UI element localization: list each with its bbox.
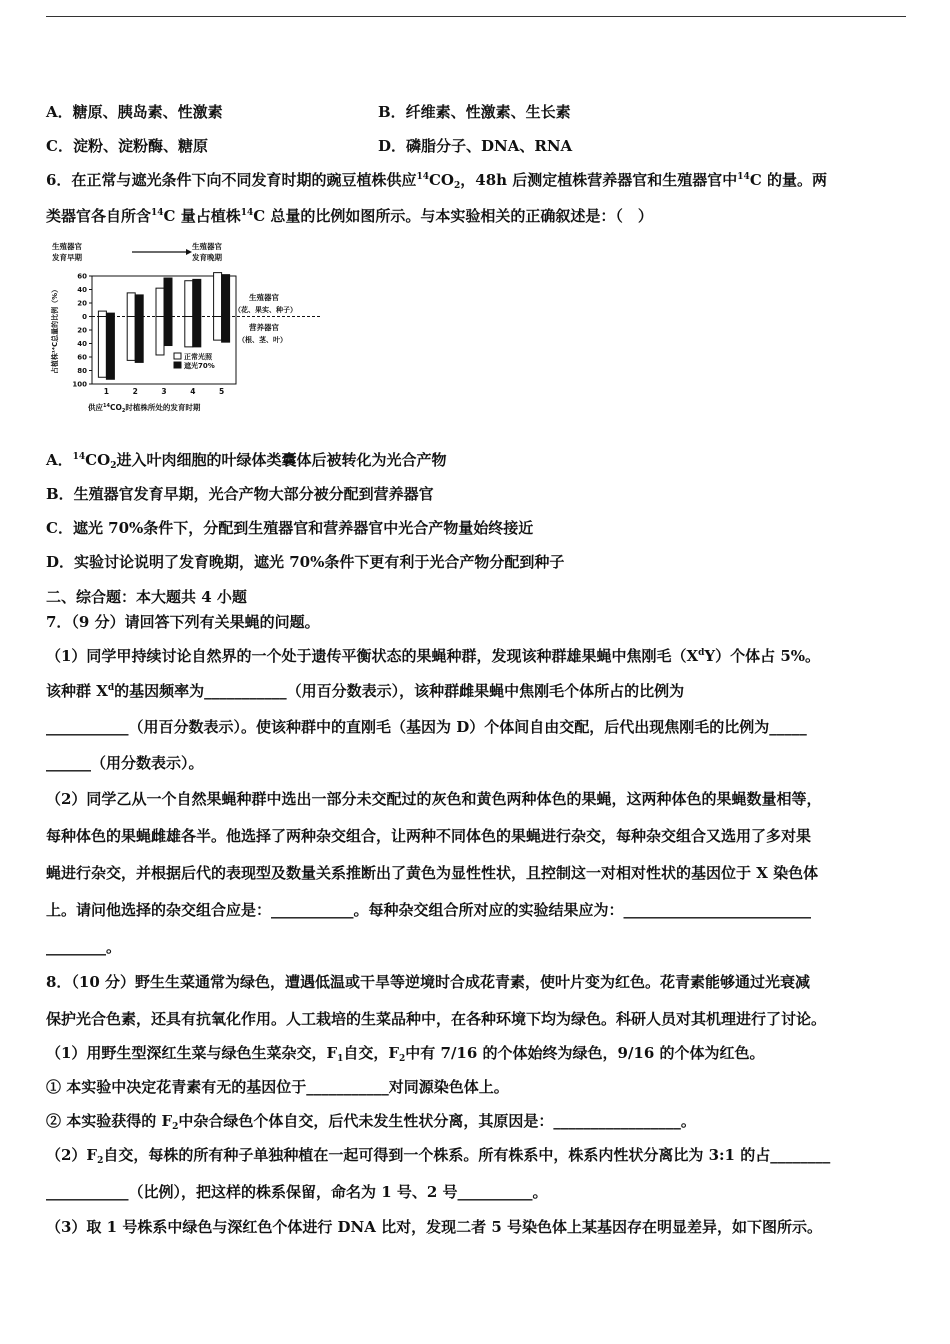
bar-normal-reproductive-5 xyxy=(214,273,222,317)
chart-xlabel: 供应$^{14}CO_2$时植株所处的发育时期 xyxy=(88,403,201,414)
q8-line8: （3）取 1 号株系中绿色与深红色个体进行 DNA 比对，发现二者 5 号染色体上某基因存在明显差异，如下图所示。 xyxy=(46,1218,823,1236)
q7-line5: （2）同学乙从一个自然果蝇种群中选出一部分未交配过的灰色和黄色两种体色的果蝇，这两种体色的果蝇数量相等， xyxy=(46,790,822,808)
q7-line4: ______（用分数表示）。 xyxy=(46,754,204,772)
bar-shaded-vegetative-1 xyxy=(106,317,114,380)
chart-label-early-2: 发育早期 xyxy=(52,253,82,262)
chart-xtick-label: 5 xyxy=(218,387,225,396)
bar-normal-vegetative-3 xyxy=(156,317,164,355)
q5-option-a: A．糖原、胰岛素、性激素 xyxy=(46,103,223,121)
bar-normal-vegetative-4 xyxy=(185,317,193,347)
q5-option-b: B．纤维素、性激素、生长素 xyxy=(378,103,571,121)
chart-ytick-label: 20 xyxy=(77,326,87,335)
bar-normal-reproductive-3 xyxy=(156,288,164,316)
chart-ytick-label: 40 xyxy=(77,340,87,348)
chart-ytick-label: 100 xyxy=(72,380,87,389)
legend-label-0: 正常光照 xyxy=(184,353,212,361)
q6-option-b: B．生殖器官发育早期，光合产物大部分被分配到营养器官 xyxy=(46,485,434,503)
chart-xtick-label: 3 xyxy=(161,387,167,396)
bar-normal-vegetative-2 xyxy=(127,317,135,361)
chart-lower-label-2: （根、茎、叶） xyxy=(238,336,287,344)
chart-label-late-2: 发育晚期 xyxy=(192,253,222,262)
bar-normal-reproductive-4 xyxy=(185,281,193,317)
bar-shaded-vegetative-3 xyxy=(164,317,172,346)
q8-line6: $(2)F_2$自交，每株的所有种子单独种植在一起可得到一个株系。所有株系中，株系内性状分离比为 3:1 的占________ xyxy=(46,1146,831,1166)
q6-stem-line1: 6．在正常与遮光条件下向不同发育时期的豌豆植株供应$^{14}CO_2$，48h 后测定植株营养器官和生殖器官中$^{14}$C 的量。两 xyxy=(46,171,827,191)
bar-shaded-reproductive-1 xyxy=(106,313,114,316)
legend-label-1: 遮光70% xyxy=(184,362,215,370)
chart-ytick-label: 60 xyxy=(77,272,87,281)
q6-option-c: C．遮光 70%条件下，分配到生殖器官和营养器官中光合产物量始终接近 xyxy=(46,519,534,537)
bar-shaded-reproductive-5 xyxy=(222,275,230,317)
q7-line3: ___________（用百分数表示）。使该种群中的直刚毛（基因为 D）个体间自由交配，后代出现焦刚毛的比例为_____ xyxy=(46,718,807,736)
q5-option-c: C．淀粉、淀粉酶、糖原 xyxy=(46,137,208,155)
chart-svg xyxy=(44,238,334,416)
chart-xtick-label: 1 xyxy=(103,387,110,396)
q8-line2: 保护光合色素，还具有抗氧化作用。人工栽培的生菜品种中，在各种环境下均为绿色。科研人员对其机理进行了讨论。 xyxy=(46,1010,827,1028)
q8-line7: ___________（比例），把这样的株系保留，命名为 1 号、2 号__________。 xyxy=(46,1183,548,1201)
chart-xtick-label: 4 xyxy=(190,387,196,396)
bar-shaded-vegetative-2 xyxy=(135,317,143,363)
chart-ytick-label: 40 xyxy=(77,286,87,294)
q7-line9: ________。 xyxy=(46,938,122,956)
q6-stem-line2: 类器官各自所含$^{14}$C 量占植株$^{14}$C 总量的比例如图所示。与本实验相关的正确叙述是：（ ） xyxy=(46,207,653,225)
q6-option-d: D．实验讨论说明了发育晚期，遮光 70%条件下更有利于光合产物分配到种子 xyxy=(46,553,565,571)
q7-line1: （1）同学甲持续讨论自然界的一个处于遗传平衡状态的果蝇种群，发现该种群雄果蝇中焦刚毛$(X^dY)$个体占 5%。 xyxy=(46,647,821,665)
bar-shaded-reproductive-2 xyxy=(135,295,143,317)
chart-ytick-label: 80 xyxy=(77,367,87,375)
legend-swatch-1 xyxy=(174,362,181,368)
bar-normal-vegetative-5 xyxy=(214,317,222,341)
section-heading: 二、综合题：本大题共 4 小题 xyxy=(46,588,247,606)
bar-normal-vegetative-1 xyxy=(98,317,106,378)
chart-upper-label-1: 生殖器官 xyxy=(249,293,279,302)
bar-shaded-vegetative-4 xyxy=(193,317,201,347)
q7-line8: 上。请问他选择的杂交组合应是：___________。每种杂交组合所对应的实验结果应为：_________________________ xyxy=(46,901,812,919)
chart-xtick-label: 2 xyxy=(132,387,138,396)
q8-line4: ① 本实验中决定花青素有无的基因位于___________对同源染色体上。 xyxy=(46,1078,509,1096)
q7-line6: 每种体色的果蝇雌雄各半。他选择了两种杂交组合，让两种不同体色的果蝇进行杂交，每种杂交组合又选用了多对果 xyxy=(46,827,812,845)
chart-label-late-1: 生殖器官 xyxy=(192,242,222,251)
bar-shaded-reproductive-4 xyxy=(193,279,201,316)
header-rule xyxy=(46,16,906,17)
q6-option-a: A．$^{14}CO_2$进入叶肉细胞的叶绿体类囊体后被转化为光合产物 xyxy=(46,451,447,471)
q8-line3: （1）用野生型深红生菜与绿色生菜杂交，$F_1$自交，$F_2$中有 7/16 的个体始终为绿色，9/16 的个体为红色。 xyxy=(46,1044,765,1064)
q8-line1: 8．（10 分）野生生菜通常为绿色，遭遇低温或干旱等逆境时合成花青素，使叶片变为红色。花青素能够通过光衰减 xyxy=(46,973,811,991)
bar-normal-reproductive-2 xyxy=(127,293,135,317)
bar-shaded-vegetative-5 xyxy=(222,317,230,343)
chart-ylabel: 占植株¹⁴C总量的比例（%） xyxy=(51,285,59,375)
q8-line5: ② 本实验获得的 $F_2$中杂合绿色个体自交，后代未发生性状分离，其原因是：_________________。 xyxy=(46,1112,696,1132)
chart-label-early-1: 生殖器官 xyxy=(52,242,82,251)
legend-swatch-0 xyxy=(174,353,181,359)
chart-ytick-label: 20 xyxy=(77,299,87,308)
bar-normal-reproductive-1 xyxy=(98,311,106,316)
chart-ytick-label: 60 xyxy=(77,353,87,362)
q7-line7: 蝇进行杂交，并根据后代的表现型及数量关系推断出了黄色为显性性状，且控制这一对相对性状的基因位于 X 染色体 xyxy=(46,864,819,882)
q5-option-d: D．磷脂分子、DNA、RNA xyxy=(378,137,573,155)
q7-title: 7．（9 分）请回答下列有关果蝇的问题。 xyxy=(46,613,320,631)
chart-ytick-label: 0 xyxy=(82,313,87,321)
q6-bar-chart xyxy=(44,238,334,416)
bar-shaded-reproductive-3 xyxy=(164,278,172,316)
chart-upper-label-2: （花、果实、种子） xyxy=(234,306,297,314)
chart-lower-label-1: 营养器官 xyxy=(249,323,279,332)
q7-line2: 该种群 $X^d$的基因频率为___________（用百分数表示），该种群雌果蝇中焦刚毛个体所占的比例为 xyxy=(46,682,685,700)
